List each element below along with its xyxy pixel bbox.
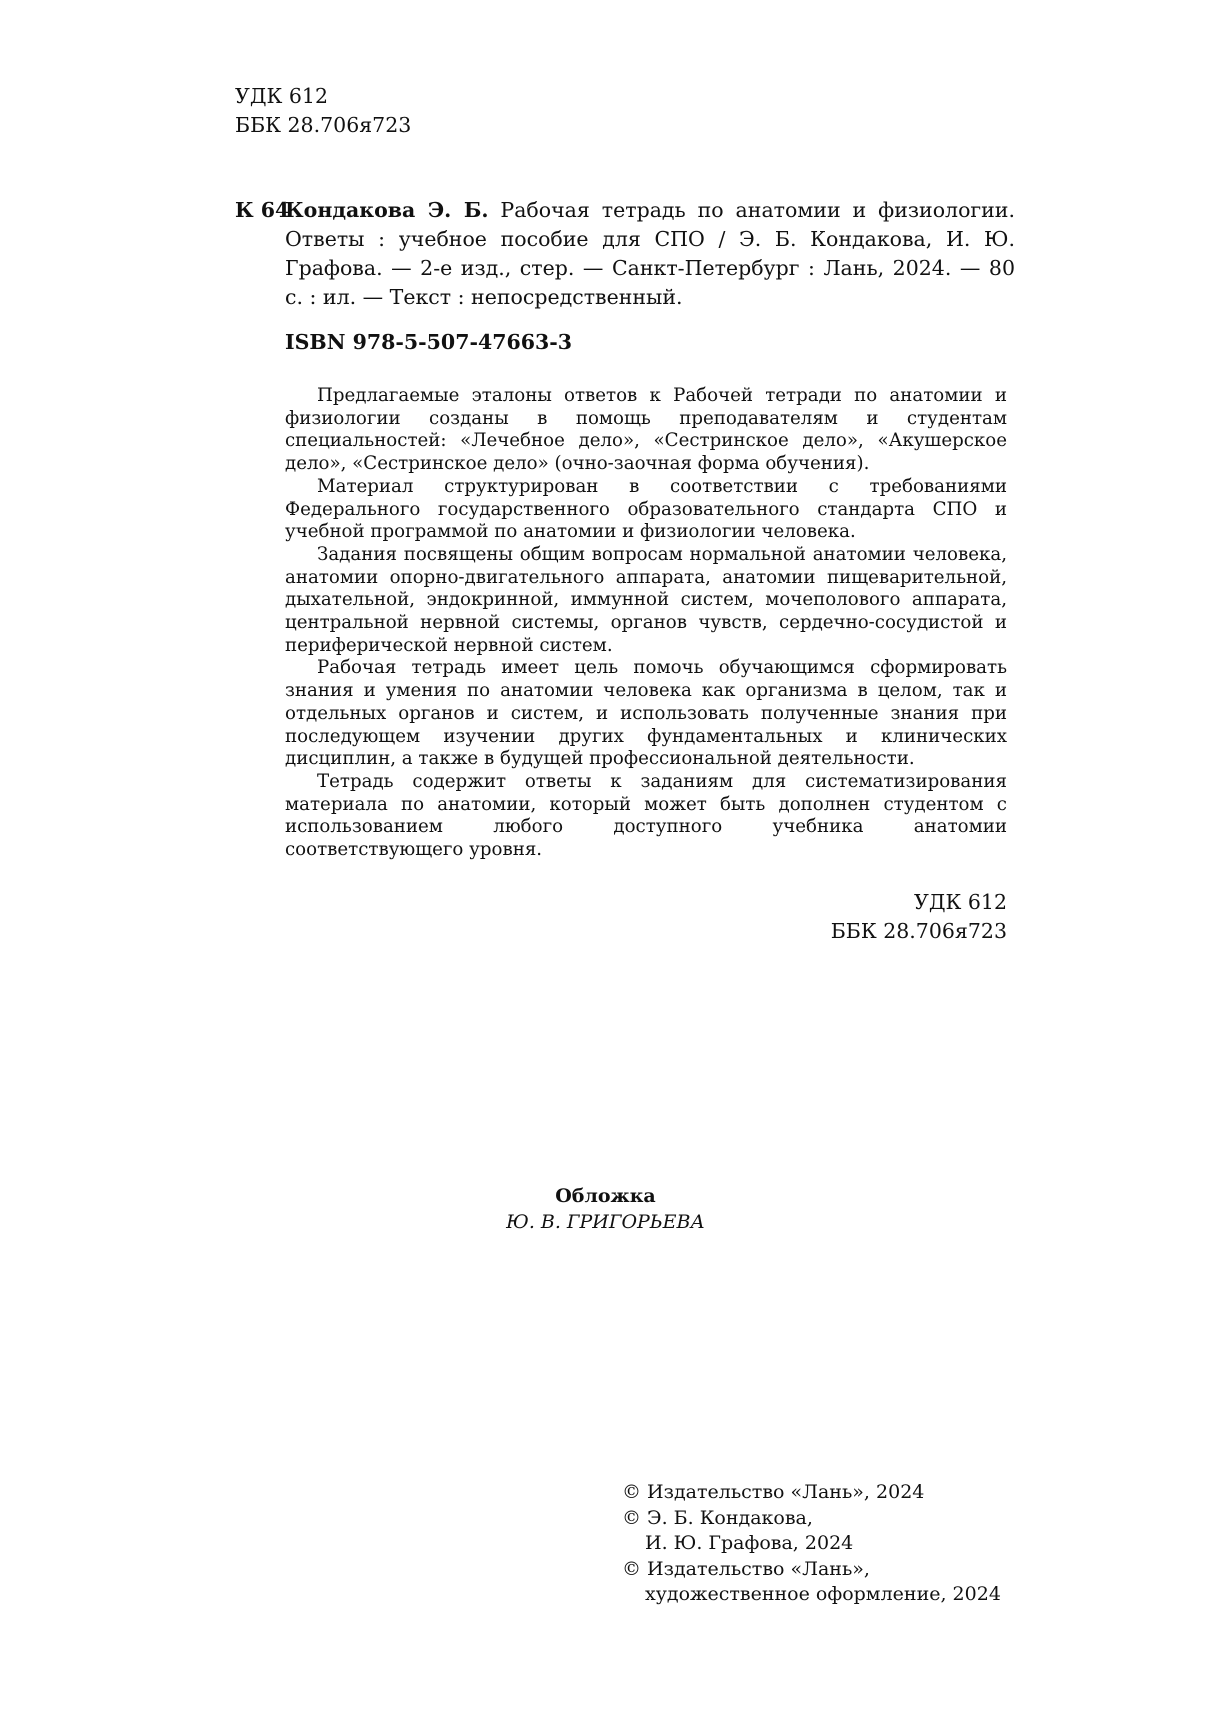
annotation-paragraph: Задания посвящены общим вопросам нормальной анатомии человека, анатомии опорно-двигательного аппарата, анатомии пищеварительной, дыхательной, эндокринной, иммунной систем, мочеполового аппарата, центральной нервной системы, органов чувств, сердечно-сосудистой и периферической нервной систем. bbox=[285, 543, 1007, 656]
copyright-line: художественное оформление, 2024 bbox=[645, 1583, 1001, 1605]
bbk-code: ББК 28.706я723 bbox=[830, 919, 1007, 943]
annotation bbox=[285, 385, 1007, 862]
udk-code: УДК 612 bbox=[914, 890, 1007, 914]
copyright-block bbox=[622, 1480, 1001, 1608]
author-mark: К 64 bbox=[235, 198, 290, 222]
udk-code: УДК 612 bbox=[235, 84, 328, 108]
copyright-line: © Издательство «Лань», bbox=[622, 1557, 870, 1580]
bibliographic-description bbox=[285, 196, 1015, 312]
copyright-line: И. Ю. Графова, 2024 bbox=[645, 1532, 854, 1554]
copyright-line: © Э. Б. Кондакова, bbox=[622, 1506, 813, 1529]
cover-label: Обложка bbox=[555, 1185, 656, 1207]
description-text: Рабочая тетрадь по анатомии и физиологии. Ответы : учебное пособие для СПО / Э. Б. Кондакова, И. Ю. Графова. — 2-е изд., стер. — Санкт-Петербург : Лань, 2024. — 80 с. : ил. — Текст : непосредственный. bbox=[285, 198, 1015, 309]
bbk-code: ББК 28.706я723 bbox=[235, 113, 412, 137]
classification-top bbox=[235, 82, 411, 140]
annotation-paragraph: Тетрадь содержит ответы к заданиям для систематизирования материала по анатомии, который может быть дополнен студентом с использованием любого доступного учебника анатомии соответствующего уровня. bbox=[285, 770, 1007, 861]
copyright-line: © Издательство «Лань», 2024 bbox=[622, 1481, 925, 1503]
isbn: ISBN 978-5-507-47663-3 bbox=[285, 330, 573, 354]
author-name: Кондакова Э. Б. bbox=[285, 198, 489, 222]
catalog-entry bbox=[235, 196, 1015, 312]
annotation-paragraph: Рабочая тетрадь имеет цель помочь обучающимся сформировать знания и умения по анатомии человека как организма в целом, так и отдельных органов и систем, и использовать полученные знания при последующем изучении других фундаментальных и клинических дисциплин, а также в будущей профессиональной деятельности. bbox=[285, 657, 1007, 770]
annotation-paragraph: Предлагаемые эталоны ответов к Рабочей тетради по анатомии и физиологии созданы в помощь преподавателям и студентам специальностей: «Лечебное дело», «Сестринское дело», «Акушерское дело», «Сестринское дело» (очно-заочная форма обучения). bbox=[285, 385, 1007, 475]
classification-bottom bbox=[831, 888, 1007, 946]
annotation-paragraph: Материал структурирован в соответствии с требованиями Федерального государственного образовательного стандарта СПО и учебной программой по анатомии и физиологии человека. bbox=[285, 475, 1007, 543]
cover-credit bbox=[0, 1183, 1211, 1235]
cover-designer: Ю. В. ГРИГОРЬЕВА bbox=[506, 1211, 705, 1233]
